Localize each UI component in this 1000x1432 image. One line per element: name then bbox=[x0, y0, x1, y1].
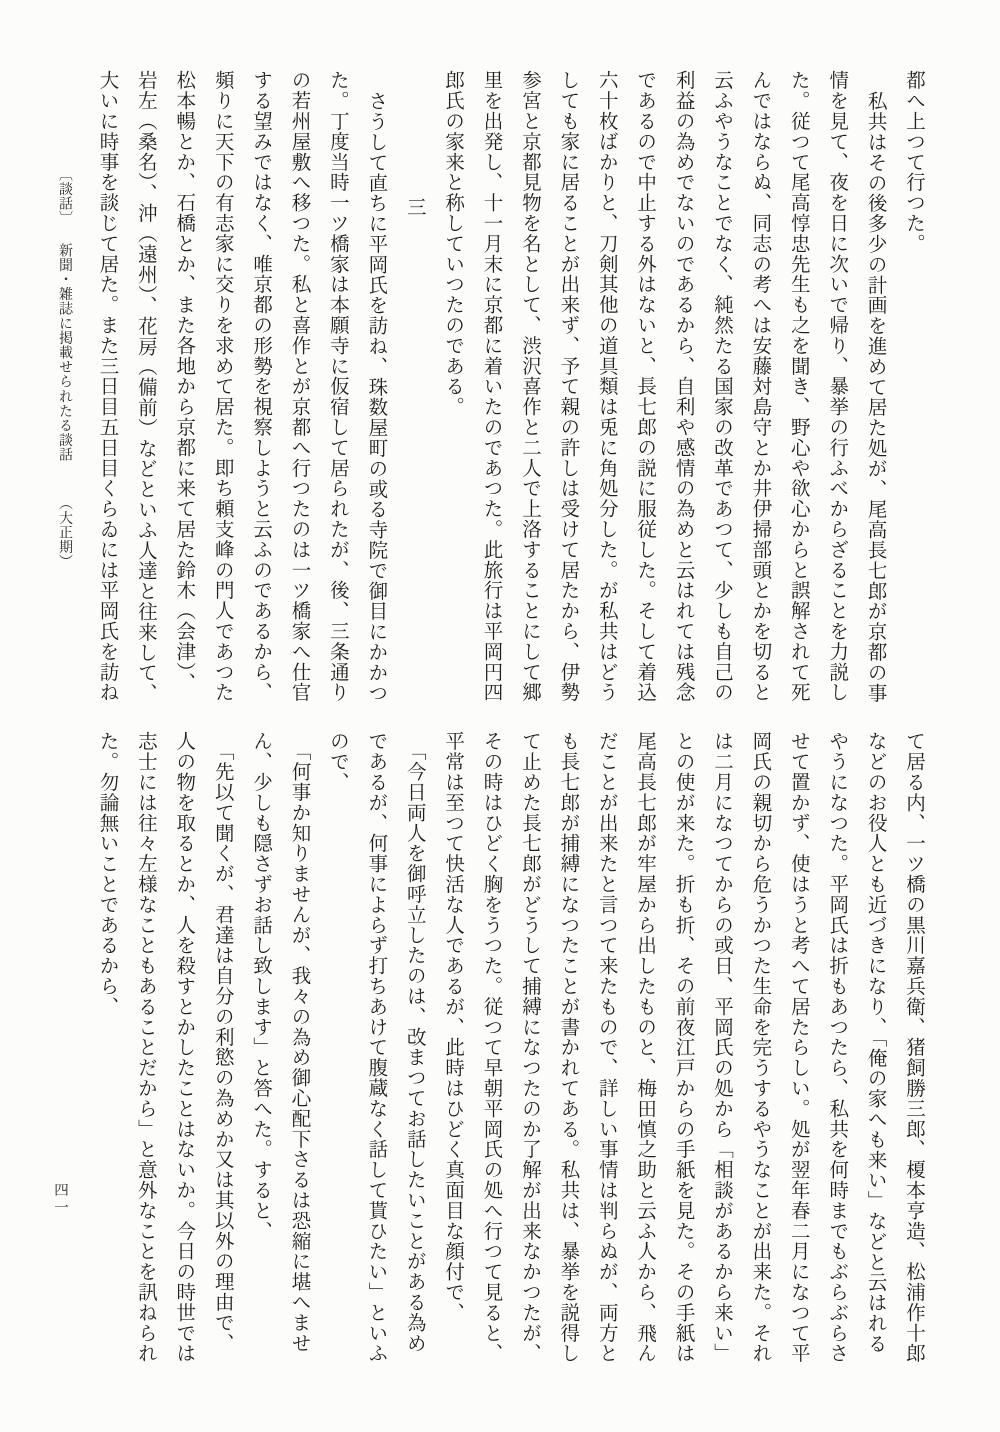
text-line: 頻りに天下の有志家に交りを求めて居た。即ち頼支峰の門人であつた bbox=[211, 70, 233, 703]
text-line: であるが、何事によらず打ちあけて腹蔵なく話して貰ひたい」といふ bbox=[365, 731, 387, 1364]
text-line: 平常は至つて快活な人であるが、此時はひどく真面目な顔付で、 bbox=[442, 731, 464, 1323]
text-line: 都へ上つて行つた。 bbox=[903, 70, 924, 254]
text-line: 「先以て聞くが、君達は自分の利慾の為めか又は其以外の理由で、 bbox=[211, 741, 233, 1353]
text-line: などのお役人とも近づきになり、「俺の家へも来い」などと云はれる bbox=[864, 731, 886, 1354]
text-line: て止めた長七郎がどうして捕縛になつたのか了解が出来なかつたが、 bbox=[518, 731, 540, 1364]
text-line: ので、 bbox=[326, 731, 348, 793]
text-line: さうして直ちに平岡氏を訪ね、珠数屋町の或る寺院で御目にかかつ bbox=[365, 90, 387, 703]
text-line: も長七郎が捕縛になつたことが書かれてある。私共は、暴挙を説得し bbox=[557, 731, 579, 1364]
running-header bbox=[54, 167, 74, 569]
text-line: の若州屋敷へ移つた。私と喜作とが京都へ行つたのは一ツ橋家へ仕官 bbox=[288, 70, 310, 703]
text-line: 郎氏の家来と称していつたのである。 bbox=[442, 70, 464, 417]
text-line: 参宮と京都見物を名として、渋沢喜作と二人で上洛することにして郷 bbox=[518, 70, 540, 703]
text-line: 情を見て、夜を日に次いで帰り、暴挙の行ふべからざることを力説し bbox=[826, 70, 848, 703]
running-header-section-label: 〔談話〕 bbox=[57, 167, 72, 226]
text-line: て居る内、一ツ橋の黒川嘉兵衛、猪飼勝三郎、榎本亨造、松浦作十郎 bbox=[903, 731, 924, 1364]
text-line: は二月になつてからの或日、平岡氏の処から「相談があるから来い」 bbox=[710, 731, 732, 1364]
text-line: だことが出来たと言つて来たもので、詳しい事情は判らぬが、両方と bbox=[595, 731, 617, 1364]
text-line: 志士には往々左様なこともあることだから」と意外なことを訊ねられ bbox=[134, 731, 156, 1364]
text-line: 私共はその後多少の計画を進めて居た処が、尾高長七郎が京都の事 bbox=[864, 90, 886, 703]
running-header-title: 新聞・雑誌に掲載せられたる談話 bbox=[57, 242, 72, 462]
running-header-era-note: （大正期） bbox=[57, 495, 72, 569]
text-band-bottom bbox=[87, 731, 932, 1377]
text-line: 松本暢とか、石橋とか、また各地から京都に来て居た鈴木（会津）、 bbox=[173, 70, 195, 693]
text-line: 里を出発し、十一月末に京都に着いたのであつた。此旅行は平岡円四 bbox=[480, 70, 502, 703]
text-line: 「今日両人を御呼立したのは、改まつてお話したいことがある為め bbox=[403, 741, 425, 1353]
text-line: た。従つて尾高惇忠先生も之を聞き、野心や欲心からと誤解されて死 bbox=[787, 70, 809, 703]
text-line: 大いに時事を談じて居た。また三日目五日目くらゐには平岡氏を訪ね bbox=[96, 70, 118, 703]
text-line: との使が来た。折も折、その前夜江戸からの手紙を見た。その手紙は bbox=[672, 731, 694, 1364]
text-line: 云ふやうなことでなく、純然たる国家の改革であつて、少しも自己の bbox=[710, 70, 732, 703]
text-line: た。丁度当時一ツ橋家は本願寺に仮宿して居られたが、後、三条通り bbox=[326, 70, 348, 703]
text-line: する望みではなく、唯京都の形勢を視察しようと云ふのであるから、 bbox=[250, 70, 272, 703]
section-heading: 三 bbox=[403, 197, 425, 218]
text-line: 岡氏の親切から危うかつた生命を完うするやうなことが出来た。それ bbox=[749, 731, 771, 1364]
page-number: 四一 bbox=[52, 1182, 68, 1217]
text-line: 岩左（桑名）、沖（遠州）、花房（備前）などといふ人達と往来して、 bbox=[134, 70, 156, 704]
text-line: せて置かず、使はうと考へて居たらしい。処が翌年春二月になつて平 bbox=[787, 731, 809, 1364]
text-line: 尾高長七郎が牢屋から出したものと、梅田慎之助と云ふ人から、飛ん bbox=[634, 731, 656, 1364]
text-line: んではならぬ、同志の考へは安藤対島守とか井伊掃部頭とかを切ると bbox=[749, 70, 771, 703]
text-line: ん、少しも隠さずお話し致します」と答へた。すると、 bbox=[250, 731, 272, 1241]
text-line: 「何事か知りませんが、我々の為め御心配下さるは恐縮に堪へませ bbox=[288, 741, 310, 1353]
text-line: 利益の為めでないのであるから、自利や感情の為めと云はれては残念 bbox=[672, 70, 694, 703]
text-line: 六十枚ばかりと、刀剣其他の道具類は兎に角処分した。が私共はどう bbox=[595, 70, 617, 703]
text-line: た。勿論無いことであるから、 bbox=[96, 731, 118, 1017]
text-line: その時はひどく胸をうつた。従つて早朝平岡氏の処へ行つて見ると、 bbox=[480, 731, 502, 1364]
text-line: やうになつた。平岡氏は折もあつたら、私共を何時までもぶらぶらさ bbox=[826, 731, 848, 1364]
text-line: 人の物を取るとか、人を殺すとかしたことはないか。今日の時世では bbox=[173, 731, 195, 1364]
text-line: であるので中止する外はないと、長七郎の説に服従した。そして着込 bbox=[634, 70, 656, 703]
text-band-top bbox=[87, 70, 932, 716]
text-line: しても家に居ることが出来ず、予て親の許しは受けて居たから、伊勢 bbox=[557, 70, 579, 703]
